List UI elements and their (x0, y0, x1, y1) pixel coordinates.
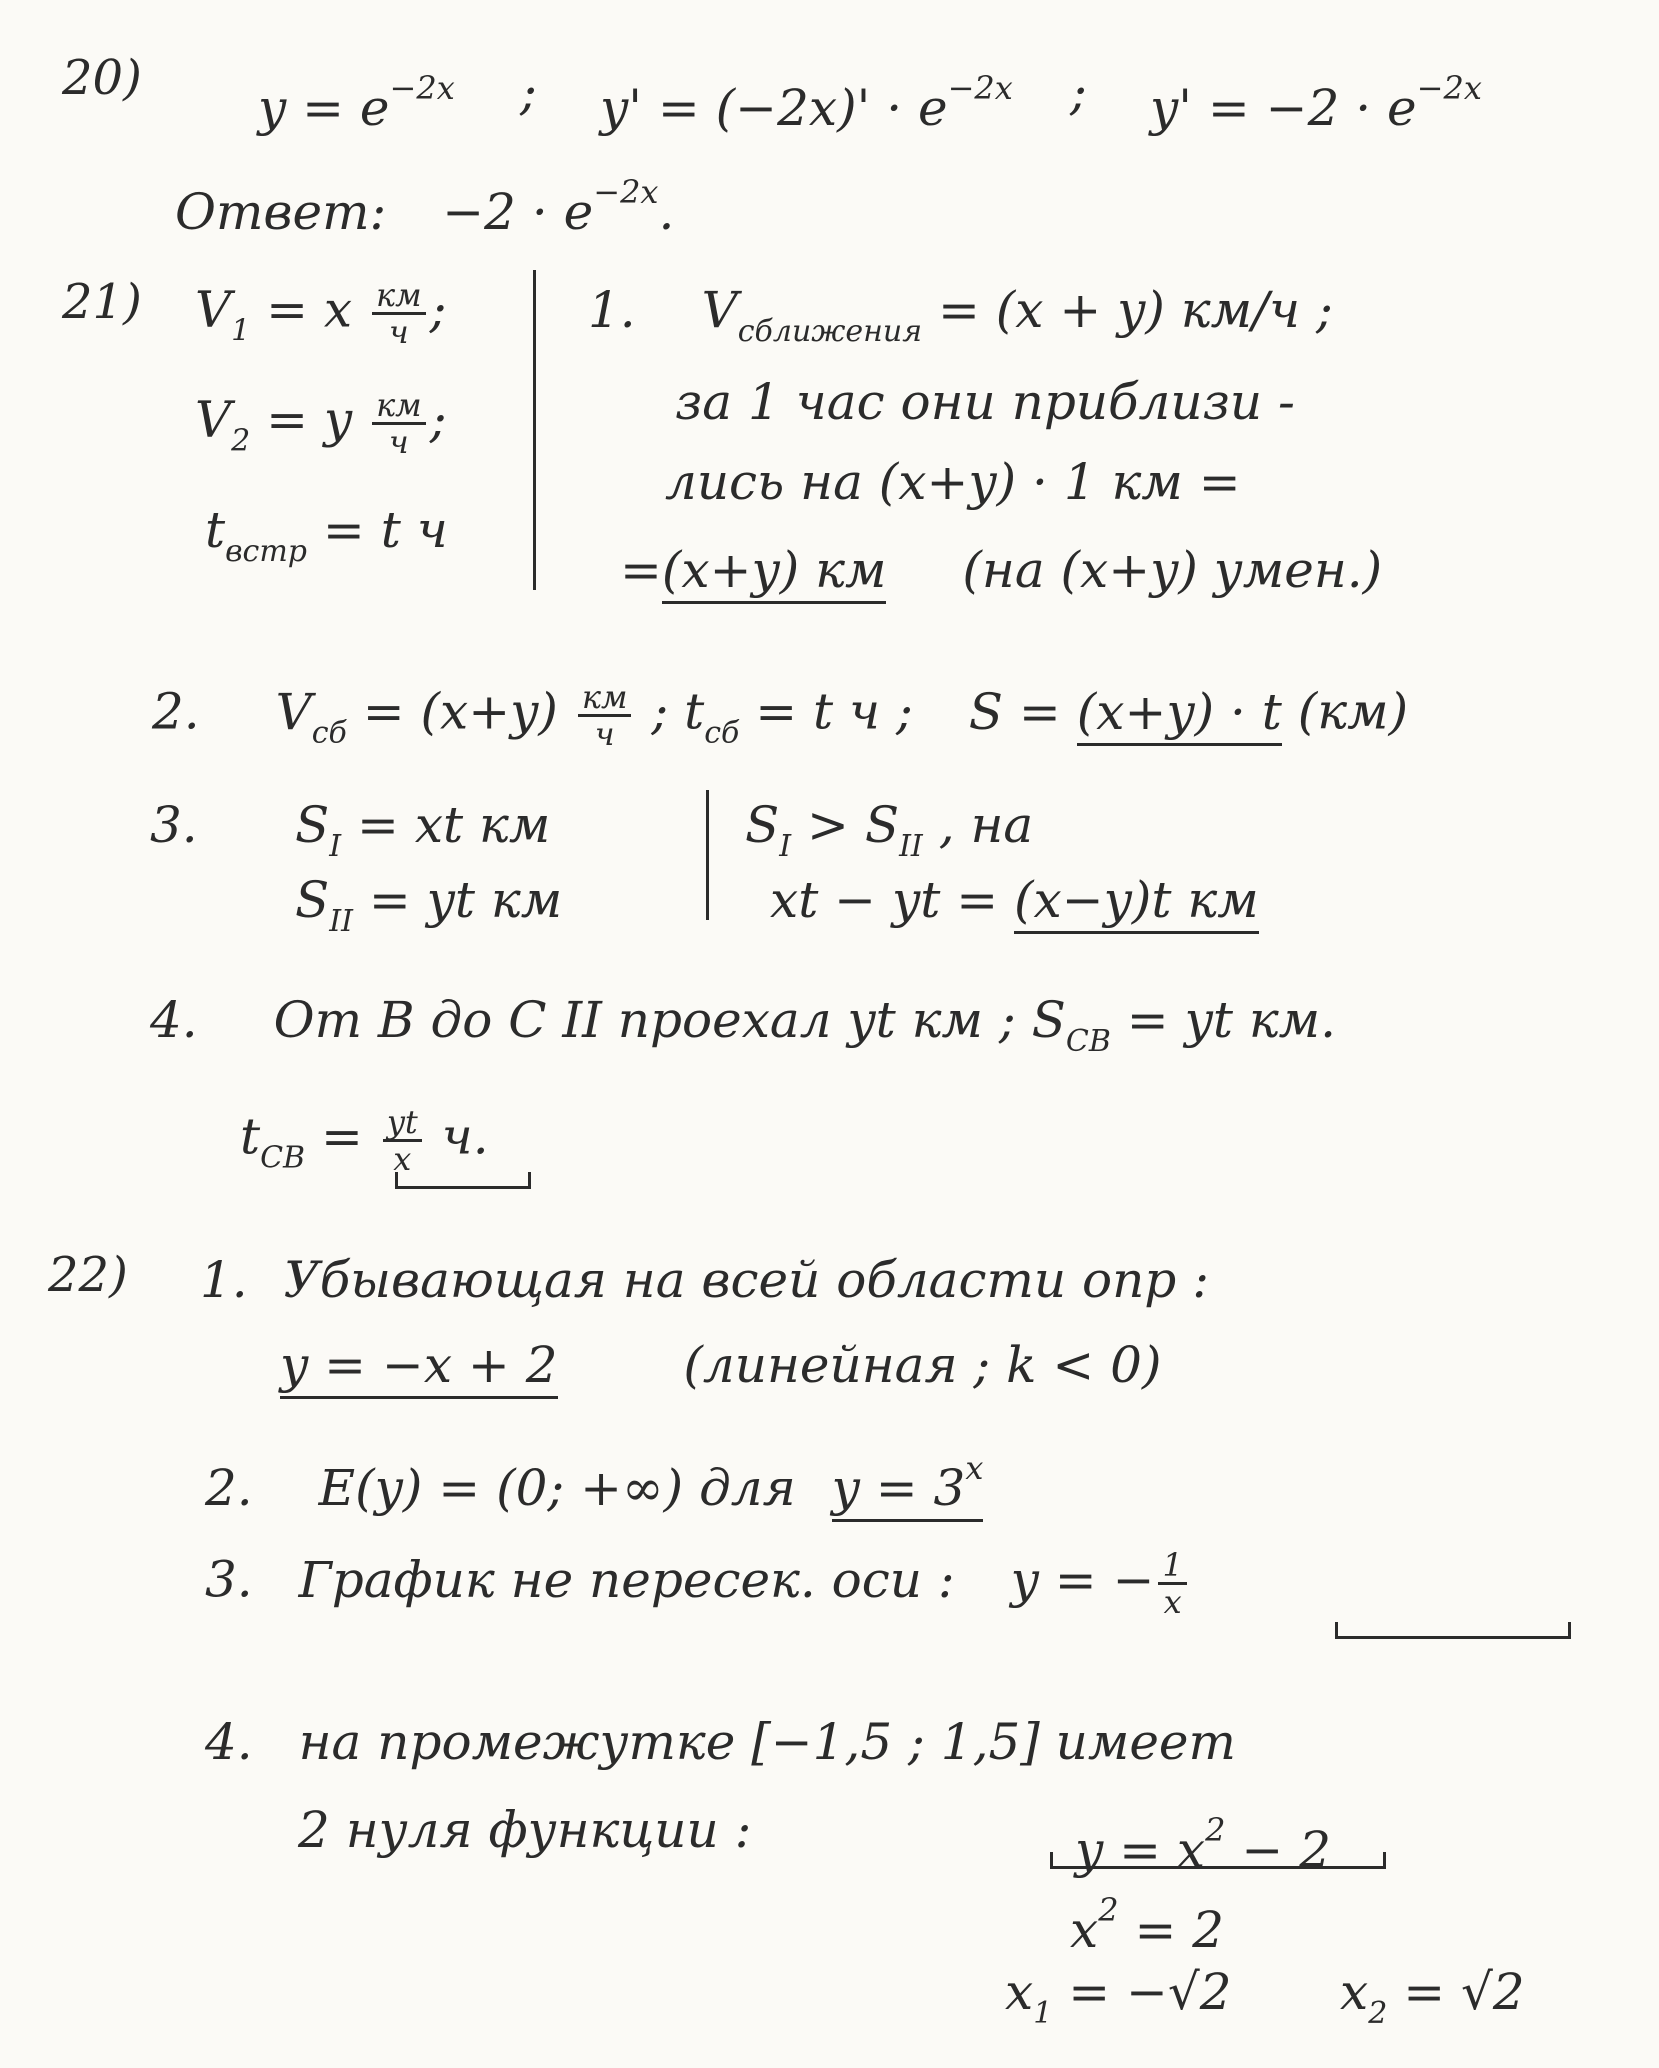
problem-22-number: 22) (48, 1247, 128, 1303)
p21-v1-fraction: $\frac{км}{ч}$ (372, 278, 426, 349)
problem-21-number: 21) (62, 274, 142, 330)
p21-divider (533, 270, 536, 590)
p21-time: $t_{встр} = t$ ч (205, 501, 448, 569)
p21-step3-number: 3. (150, 796, 198, 854)
p20-equation-1: $y = e^{-2x}$ (258, 69, 455, 137)
p21-step3-divider (706, 790, 709, 920)
p22-item4-equation: $x^2 = 2$ (1070, 1891, 1225, 1959)
p21-step4: 4. От B до C II проехал yt км ; $S_{CB}$ = yt км. (150, 991, 1337, 1059)
p21-step3-difference: xt − yt = (x−y)t км (770, 870, 1259, 930)
p21-step1-line2: за 1 час они приблизи - (675, 373, 1295, 431)
p22-item4-root-1: $x_1 = -√2$ (1005, 1963, 1232, 2031)
p21-v1: $V_1 = x$ $\frac{км}{ч}$ ; (195, 276, 447, 351)
p22-item4-line2: 2 нуля функции : (298, 1801, 752, 1859)
p20-equation-3: $y' = -2 \cdot e^{-2x}$ (1150, 69, 1482, 137)
p22-item4-function: $y = x^2 - 2$ (1075, 1811, 1332, 1879)
p21-v2-fraction: $\frac{км}{ч}$ (372, 388, 426, 459)
p20-equation-2: $y' = (-2x)' \cdot e^{-2x}$ (600, 69, 1013, 137)
p22-item3: 3. График не пересек. оси : y = − $\frac{1}{x}$ (205, 1548, 1191, 1619)
p20-separator-2: ; (1070, 63, 1087, 121)
p22-item1-function: y = −x + 2 (линейная ; k < 0) (280, 1335, 1161, 1395)
p21-step1-line1: 1. $V_{сближения} = (x + y)$ км/ч ; (588, 281, 1333, 349)
p21-v2: $V_2 = y$ $\frac{км}{ч}$ ; (195, 386, 447, 461)
problem-20-number: 20) (62, 50, 142, 106)
p22-item2: 2. E(y) = (0; +∞) для $y = 3^x$ (205, 1438, 983, 1518)
p22-item4-root-2: $x_2 = √2$ (1340, 1963, 1525, 2031)
p20-answer: Ответ: $-2 \cdot e^{-2x}$. (175, 173, 675, 241)
p22-item4: 4. на промежутке [−1,5 ; 1,5] имеет (205, 1713, 1236, 1771)
p21-step1-line4: =(x+y) км (на (x+y) умен.) (620, 540, 1382, 600)
p21-step3-compare: $S_I > S_{II}$ , на (745, 796, 1034, 864)
p21-step4-time: $t_{CB}$ = $\frac{yt}{x}$ ч. (240, 1103, 489, 1178)
p21-step2: 2. $V_{сб} = (x+y)$ $\frac{км}{ч}$ ; $t_{сб} = t$ ч ; S = (x+y) · t (км) (152, 678, 1409, 753)
p21-step3-s2: $S_{II}$ = yt км (295, 871, 563, 939)
p21-step1-line3: лись на (x+y) · 1 км = (665, 453, 1241, 511)
p20-separator-1: ; (520, 63, 537, 121)
p21-step4-fraction: $\frac{yt}{x}$ (383, 1105, 422, 1176)
p22-item3-fraction: $\frac{1}{x}$ (1158, 1548, 1186, 1619)
p22-item2-function: $y = 3^x$ (832, 1459, 984, 1522)
p21-step4-answer-mark (395, 1172, 531, 1189)
p21-step2-fraction: $\frac{км}{ч}$ (578, 680, 632, 751)
p22-item3-answer-mark (1335, 1622, 1571, 1639)
p21-step3-s1: $S_I$ = xt км (295, 796, 551, 864)
p22-item3-function: y = − $\frac{1}{x}$ (1011, 1551, 1191, 1609)
p22-item1: 1. Убывающая на всей области опр : (200, 1251, 1210, 1309)
p22-item4-answer-mark (1050, 1852, 1386, 1869)
